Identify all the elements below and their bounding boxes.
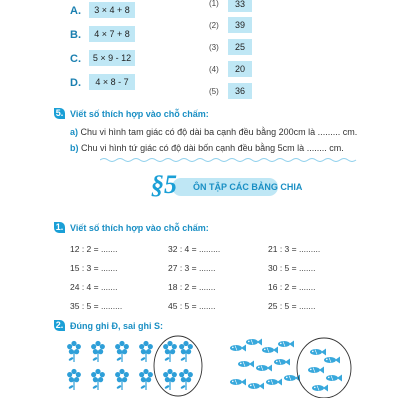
- section-title: ÔN TẬP CÁC BẢNG CHIA: [193, 182, 303, 192]
- question-5a-text: Chu vi hình tam giác có độ dài ba cạnh đều bằng 200cm là ......... cm.: [80, 127, 358, 137]
- option-d-box: 4 × 8 - 7: [89, 74, 135, 90]
- option-a-letter: A.: [70, 5, 81, 17]
- division-item: 15 : 3 = .......: [70, 263, 118, 273]
- question-5b: [70, 143, 344, 153]
- question-5-number: 5.: [55, 108, 64, 118]
- number-4-label: (4): [209, 65, 219, 74]
- fish-illustration: [222, 334, 362, 398]
- question-1-number: 1.: [55, 222, 64, 232]
- option-c-letter: C.: [70, 53, 81, 65]
- option-b-letter: B.: [70, 29, 81, 41]
- question-2-title: Đúng ghi Đ, sai ghi S:: [70, 321, 163, 331]
- question-5b-tag: b): [70, 143, 79, 153]
- division-item: 21 : 3 = .........: [268, 244, 321, 254]
- option-c-box: 5 × 9 - 12: [89, 50, 135, 66]
- division-item: 30 : 5 = .......: [268, 263, 316, 273]
- number-4-box: 20: [228, 61, 252, 77]
- option-a-box: 3 × 4 + 8: [89, 2, 135, 18]
- division-item: 16 : 2 = .......: [268, 282, 316, 292]
- division-item: 27 : 3 = .......: [168, 263, 216, 273]
- division-item: 18 : 2 = .......: [168, 282, 216, 292]
- number-5-label: (5): [209, 87, 219, 96]
- flower-illustration: [62, 334, 212, 398]
- question-5b-text: Chu vi hình tứ giác có độ dài bốn cạnh đều bằng 5cm là ........ cm.: [81, 143, 344, 153]
- number-2-box: 39: [228, 17, 252, 33]
- option-d-letter: D.: [70, 77, 81, 89]
- division-item: 12 : 2 = .......: [70, 244, 118, 254]
- division-item: 25 : 5 = .......: [268, 301, 316, 311]
- group-ellipse: [154, 336, 202, 396]
- division-item: 24 : 4 = .......: [70, 282, 118, 292]
- option-b-box: 4 × 7 + 8: [89, 26, 135, 42]
- question-2-number: 2.: [55, 320, 64, 330]
- question-5a: [70, 127, 357, 137]
- question-1-title: Viết số thích hợp vào chỗ chấm:: [70, 223, 209, 233]
- division-item: 35 : 5 = .........: [70, 301, 123, 311]
- division-item: 45 : 5 = .......: [168, 301, 216, 311]
- number-5-box: 36: [228, 83, 252, 99]
- number-2-label: (2): [209, 21, 219, 30]
- wavy-divider: [100, 157, 360, 163]
- division-item: 32 : 4 = .........: [168, 244, 221, 254]
- number-3-box: 25: [228, 39, 252, 55]
- question-5a-tag: a): [70, 127, 79, 137]
- section-mark: §5: [151, 170, 177, 199]
- number-3-label: (3): [209, 43, 219, 52]
- number-1-box: 33: [228, 0, 252, 12]
- number-1-label: (1): [209, 0, 219, 8]
- question-5-title: Viết số thích hợp vào chỗ chấm:: [70, 109, 209, 119]
